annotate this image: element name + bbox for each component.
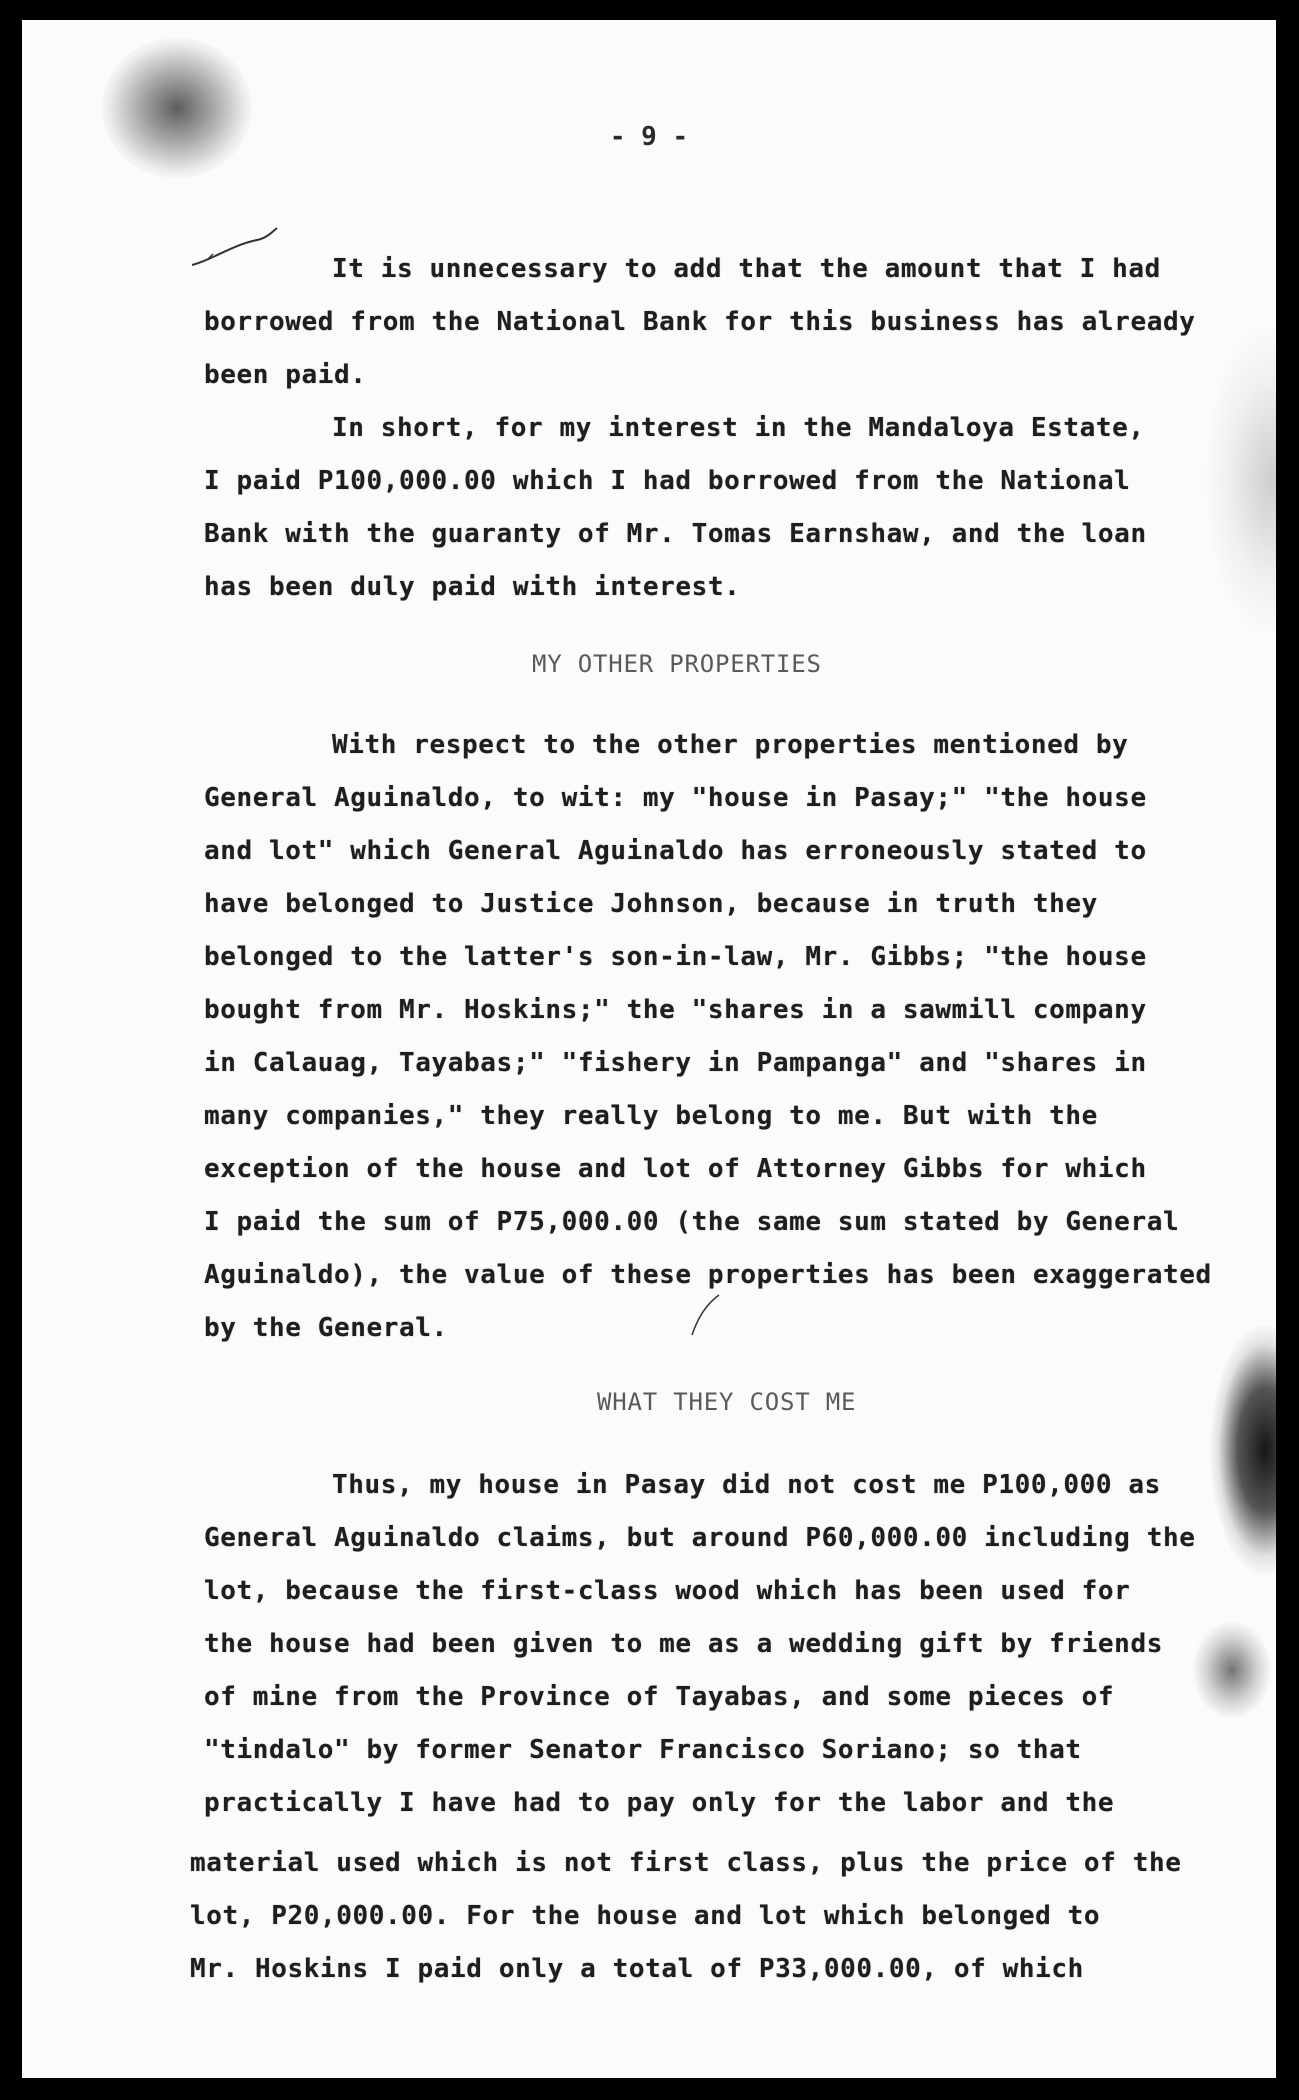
text-line: exception of the house and lot of Attorney Gibbs for which (204, 1154, 1147, 1184)
text-line: material used which is not first class, plus the price of the (190, 1848, 1182, 1878)
text-line: been paid. (204, 360, 367, 390)
ink-smudge (1202, 320, 1276, 640)
text-line: General Aguinaldo claims, but around P60,000.00 including the (204, 1523, 1196, 1553)
text-line: Bank with the guaranty of Mr. Tomas Earnshaw, and the loan (204, 519, 1147, 549)
ink-smudge (1192, 1620, 1272, 1720)
ink-smudge (102, 38, 252, 178)
text-line: I paid P100,000.00 which I had borrowed from the National (204, 466, 1131, 496)
text-line: bought from Mr. Hoskins;" the "shares in a sawmill company (204, 995, 1147, 1025)
pen-mark (187, 210, 287, 280)
text-line: General Aguinaldo, to wit: my "house in Pasay;" "the house (204, 783, 1147, 813)
text-line: in Calauag, Tayabas;" "fishery in Pampanga" and "shares in (204, 1048, 1147, 1078)
text-line: have belonged to Justice Johnson, because in truth they (204, 889, 1098, 919)
text-line: borrowed from the National Bank for this business has already (204, 307, 1196, 337)
text-line: lot, P20,000.00. For the house and lot which belonged to (190, 1901, 1101, 1931)
pen-mark (687, 1290, 727, 1340)
text-line: I paid the sum of P75,000.00 (the same sum stated by General (204, 1207, 1180, 1237)
text-line: of mine from the Province of Tayabas, and some pieces of (204, 1682, 1115, 1712)
page-number: - 9 - (609, 122, 689, 152)
text-line: "tindalo" by former Senator Francisco Soriano; so that (204, 1735, 1082, 1765)
text-line: With respect to the other properties mentioned by (332, 730, 1129, 760)
section-heading: MY OTHER PROPERTIES (532, 650, 822, 678)
text-line: belonged to the latter's son-in-law, Mr. Gibbs; "the house (204, 942, 1147, 972)
text-line: by the General. (204, 1313, 448, 1343)
text-line: Aguinaldo), the value of these properties has been exaggerated (204, 1260, 1212, 1290)
section-heading: WHAT THEY COST ME (597, 1388, 857, 1416)
text-line: has been duly paid with interest. (204, 572, 741, 602)
text-line: Thus, my house in Pasay did not cost me P100,000 as (332, 1470, 1161, 1500)
text-line: and lot" which General Aguinaldo has erroneously stated to (204, 836, 1147, 866)
ink-smudge (1210, 1325, 1276, 1575)
document-page (22, 20, 1276, 2078)
text-line: It is unnecessary to add that the amount that I had (332, 254, 1161, 284)
text-line: In short, for my interest in the Mandaloya Estate, (332, 413, 1145, 443)
text-line: many companies," they really belong to me. But with the (204, 1101, 1098, 1131)
text-line: lot, because the first-class wood which has been used for (204, 1576, 1131, 1606)
text-line: the house had been given to me as a wedding gift by friends (204, 1629, 1163, 1659)
text-line: Mr. Hoskins I paid only a total of P33,000.00, of which (190, 1954, 1084, 1984)
text-line: practically I have had to pay only for the labor and the (204, 1788, 1115, 1818)
